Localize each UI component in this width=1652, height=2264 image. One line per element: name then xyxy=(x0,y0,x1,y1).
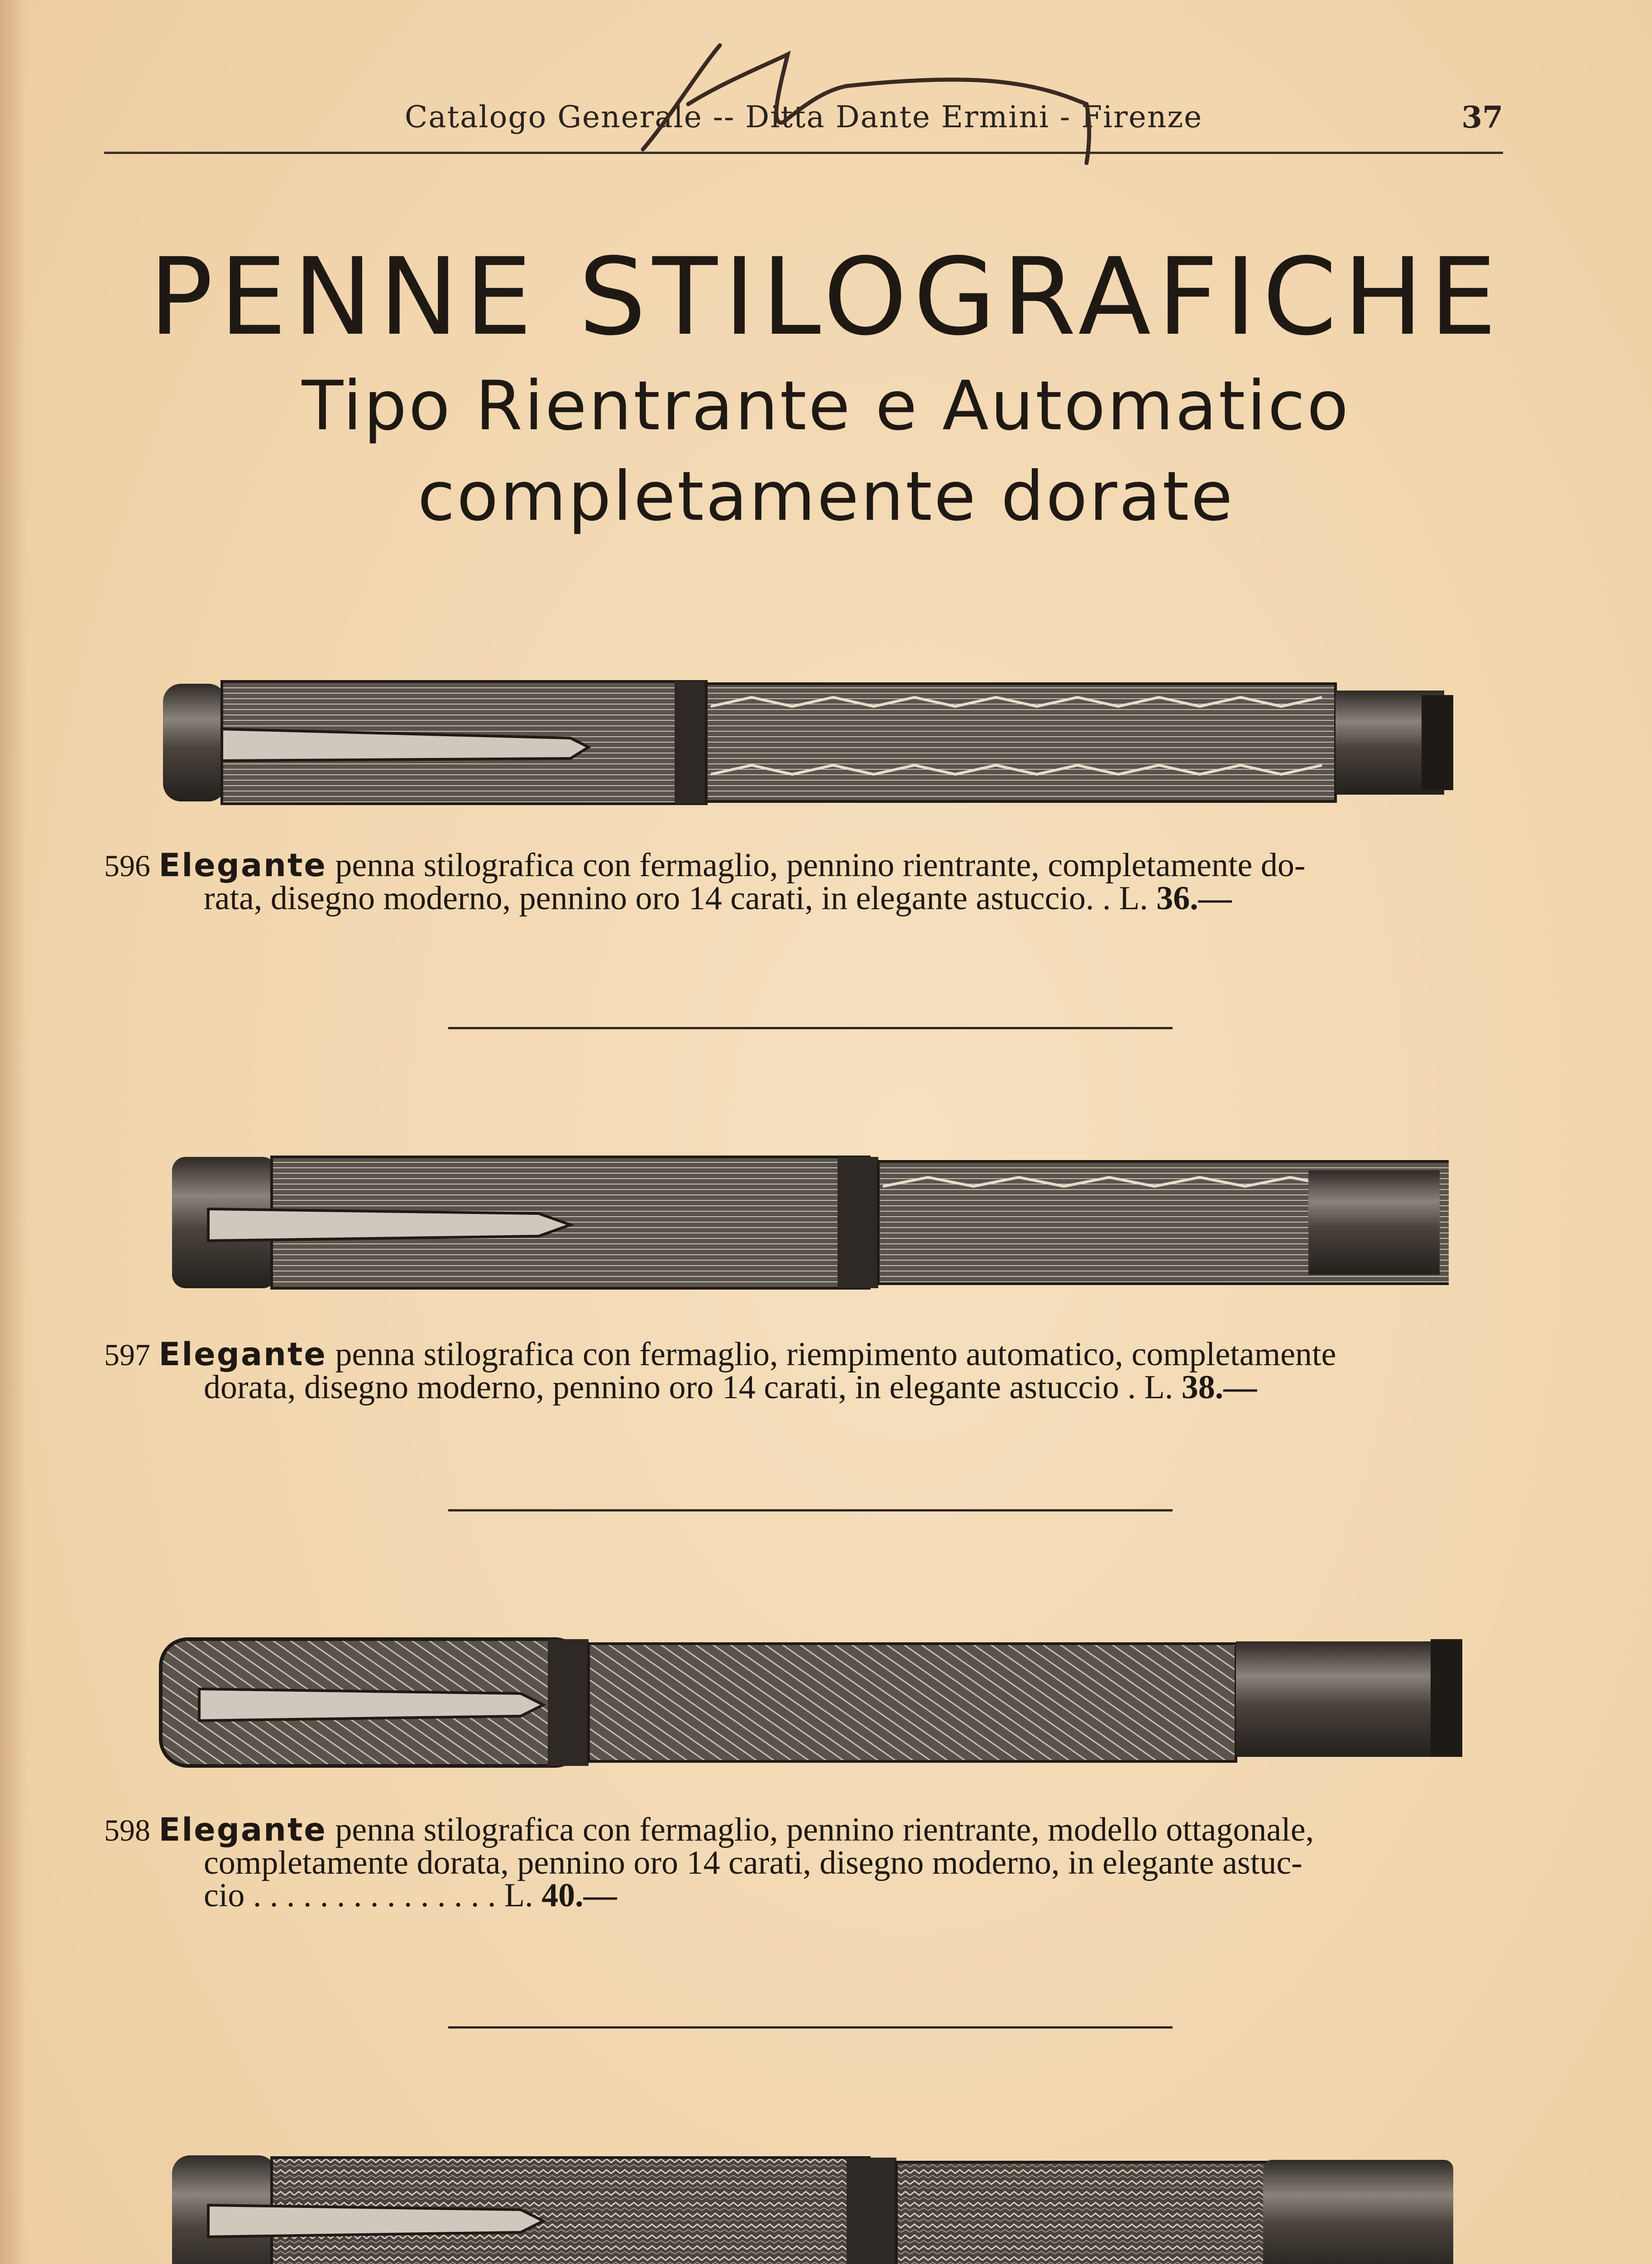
product-entry-598 xyxy=(104,1813,1512,1912)
product-name: Elegante xyxy=(158,1811,327,1848)
product-price: L. 40.— xyxy=(504,1877,617,1914)
subtitle-type: Tipo Rientrante e Automatico xyxy=(302,367,1350,446)
product-number: 596 xyxy=(104,849,150,883)
product-description: penna stilografica con fermaglio, riempimento automatico, completamente xyxy=(335,1336,1336,1373)
pen-illustration-599 xyxy=(168,2146,1462,2264)
product-name: Elegante xyxy=(158,847,327,884)
divider xyxy=(448,2026,1173,2029)
pen-illustration-598 xyxy=(158,1630,1467,1770)
product-number: 598 xyxy=(104,1813,150,1847)
divider xyxy=(448,1027,1173,1029)
product-description-cont: completamente dorata, pennino oro 14 carati, disegno moderno, in elegante astuc- xyxy=(204,1844,1302,1881)
product-number: 597 xyxy=(104,1338,150,1372)
running-title: Catalogo Generale -- Ditta Dante Ermini - Firenze xyxy=(404,100,1203,134)
product-price: L. 38.— xyxy=(1144,1369,1257,1406)
product-entry-596 xyxy=(104,849,1512,915)
subtitle-finish: completamente dorate xyxy=(417,457,1235,536)
product-description-cont: rata, disegno moderno, pennino oro 14 carati, in elegante astuccio. . xyxy=(204,880,1111,917)
product-description-cont: dorata, disegno moderno, pennino oro 14 carati, in elegante astuccio . xyxy=(204,1369,1136,1406)
product-entry-597 xyxy=(104,1338,1512,1404)
divider xyxy=(448,1509,1173,1511)
product-description: penna stilografica con fermaglio, pennino rientrante, completamente do- xyxy=(335,847,1306,884)
product-description: penna stilografica con fermaglio, pennino rientrante, modello ottagonale, xyxy=(335,1811,1314,1848)
pen-illustration-597 xyxy=(168,1150,1449,1295)
handwritten-signature xyxy=(634,36,1154,168)
product-name: Elegante xyxy=(158,1336,327,1373)
page-title: PENNE STILOGRAFICHE xyxy=(149,235,1503,359)
product-description-cont2: cio . . . . . . . . . . . . . . . xyxy=(204,1877,496,1914)
product-price: L. 36.— xyxy=(1119,880,1232,917)
page-number: 37 xyxy=(1461,100,1503,135)
pen-illustration-596 xyxy=(154,670,1462,815)
